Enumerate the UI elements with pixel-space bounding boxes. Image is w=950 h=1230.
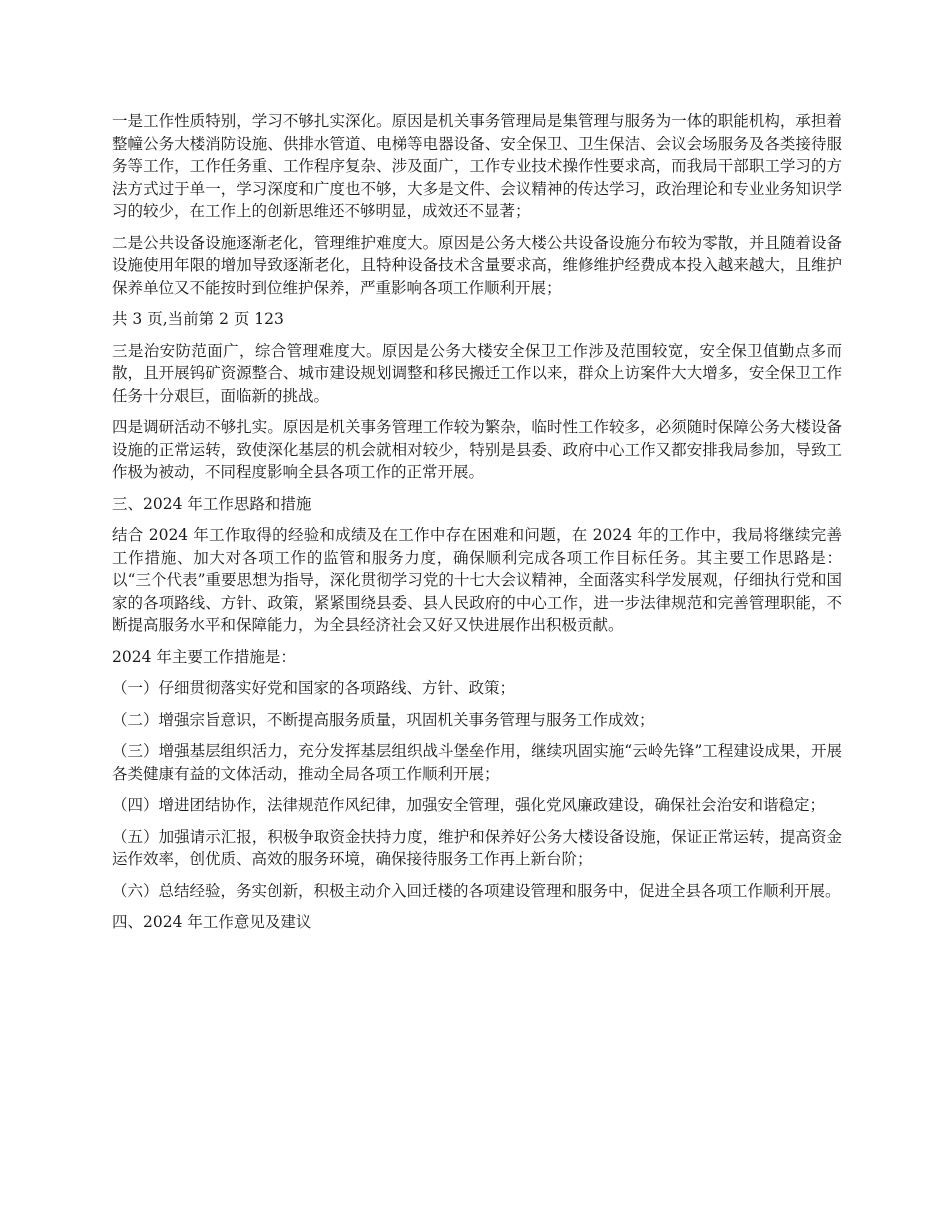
measure-item-6: （六）总结经验，务实创新，积极主动介入回迁楼的各项建设管理和服务中，促进全县各项工作顺利开展。 <box>112 881 841 900</box>
measure-item-4: （四）增进团结协作，法律规范作风纪律，加强安全管理，强化党风廉政建设，确保社会治安和谐稳定； <box>112 796 826 814</box>
paragraph-issue-1: 一是工作性质特别，学习不够扎实深化。原因是机关事务管理局是集管理与服务为一体的职能机构，承担着整幢公务大楼消防设施、供排水管道、电梯等电器设备、安全保卫、卫生保洁、会议会场服务及各类接待服务等工作，工作任务重、工作程序复杂、涉及面广，工作专业技术操作性要求高，而我局干部职工学习的方法方式过于单一，学习深度和广度也不够，大多是文件、会议精神的传达学习，政治理论和专业业务知识学习的较少，在工作上的创新思维还不够明显，成效还不显著； <box>112 112 842 220</box>
paragraph-work-ideas: 结合 2024 年工作取得的经验和成绩及在工作中存在困难和问题，在 2024 年的工作中，我局将继续完善工作措施、加大对各项工作的监管和服务力度，确保顺利完成各项工作目标任务。其主要工作思路是：以“三个代表”重要思想为指导，深化贯彻学习党的十七大会议精神，全面落实科学发展观，仔细执行党和国家的各项路线、方针、政策，紧紧围绕县委、县人民政府的中心工作，进一步法律规范和完善管理职能，不断提高服务水平和保障能力，为全县经济社会又好又快进展作出积极贡献。 <box>112 526 842 634</box>
measure-item-5: （五）加强请示汇报，积极争取资金扶持力度，维护和保养好公务大楼设备设施，保证正常运转，提高资金运作效率，创优质、高效的服务环境，确保接待服务工作再上新台阶； <box>112 827 842 868</box>
paragraph-issue-4: 四是调研活动不够扎实。原因是机关事务管理工作较为繁杂，临时性工作较多，必须随时保障公务大楼设备设施的正常运转，致使深化基层的机会就相对较少，特别是县委、政府中心工作又都安排我局参加，导致工作极为被动，不同程度影响全县各项工作的正常开展。 <box>112 418 842 481</box>
paragraph-issue-3: 三是治安防范面广，综合管理难度大。原因是公务大楼安全保卫工作涉及范围较宽，安全保卫值勤点多而散，且开展钨矿资源整合、城市建设规划调整和移民搬迁工作以来，群众上访案件大大增多，安全保卫工作任务十分艰巨，面临新的挑战。 <box>112 341 842 405</box>
page-indicator: 共 3 页,当前第 2 页 123 <box>112 310 284 328</box>
measure-item-3: （三）增强基层组织活力，充分发挥基层组织战斗堡垒作用，继续巩固实施“云岭先锋”工程建设成果，开展各类健康有益的文体活动，推动全局各项工作顺利开展； <box>112 742 842 783</box>
measure-item-1: （一）仔细贯彻落实好党和国家的各项路线、方针、政策； <box>112 679 516 697</box>
section-heading-3: 三、2024 年工作思路和措施 <box>112 494 312 513</box>
paragraph-measures-intro: 2024 年主要工作措施是： <box>112 647 296 666</box>
measure-item-2: （二）增强宗旨意识，不断提高服务质量，巩固机关事务管理与服务工作成效； <box>112 710 655 729</box>
paragraph-issue-2: 二是公共设备设施逐渐老化，管理维护难度大。原因是公务大楼公共设备设施分布较为零散，并且随着设备设施使用年限的增加导致逐渐老化，且特种设备技术含量要求高，维修维护经费成本投入越来越大，且维护保养单位又不能按时到位维护保养，严重影响各项工作顺利开展； <box>112 233 842 297</box>
section-heading-4: 四、2024 年工作意见及建议 <box>112 913 312 931</box>
